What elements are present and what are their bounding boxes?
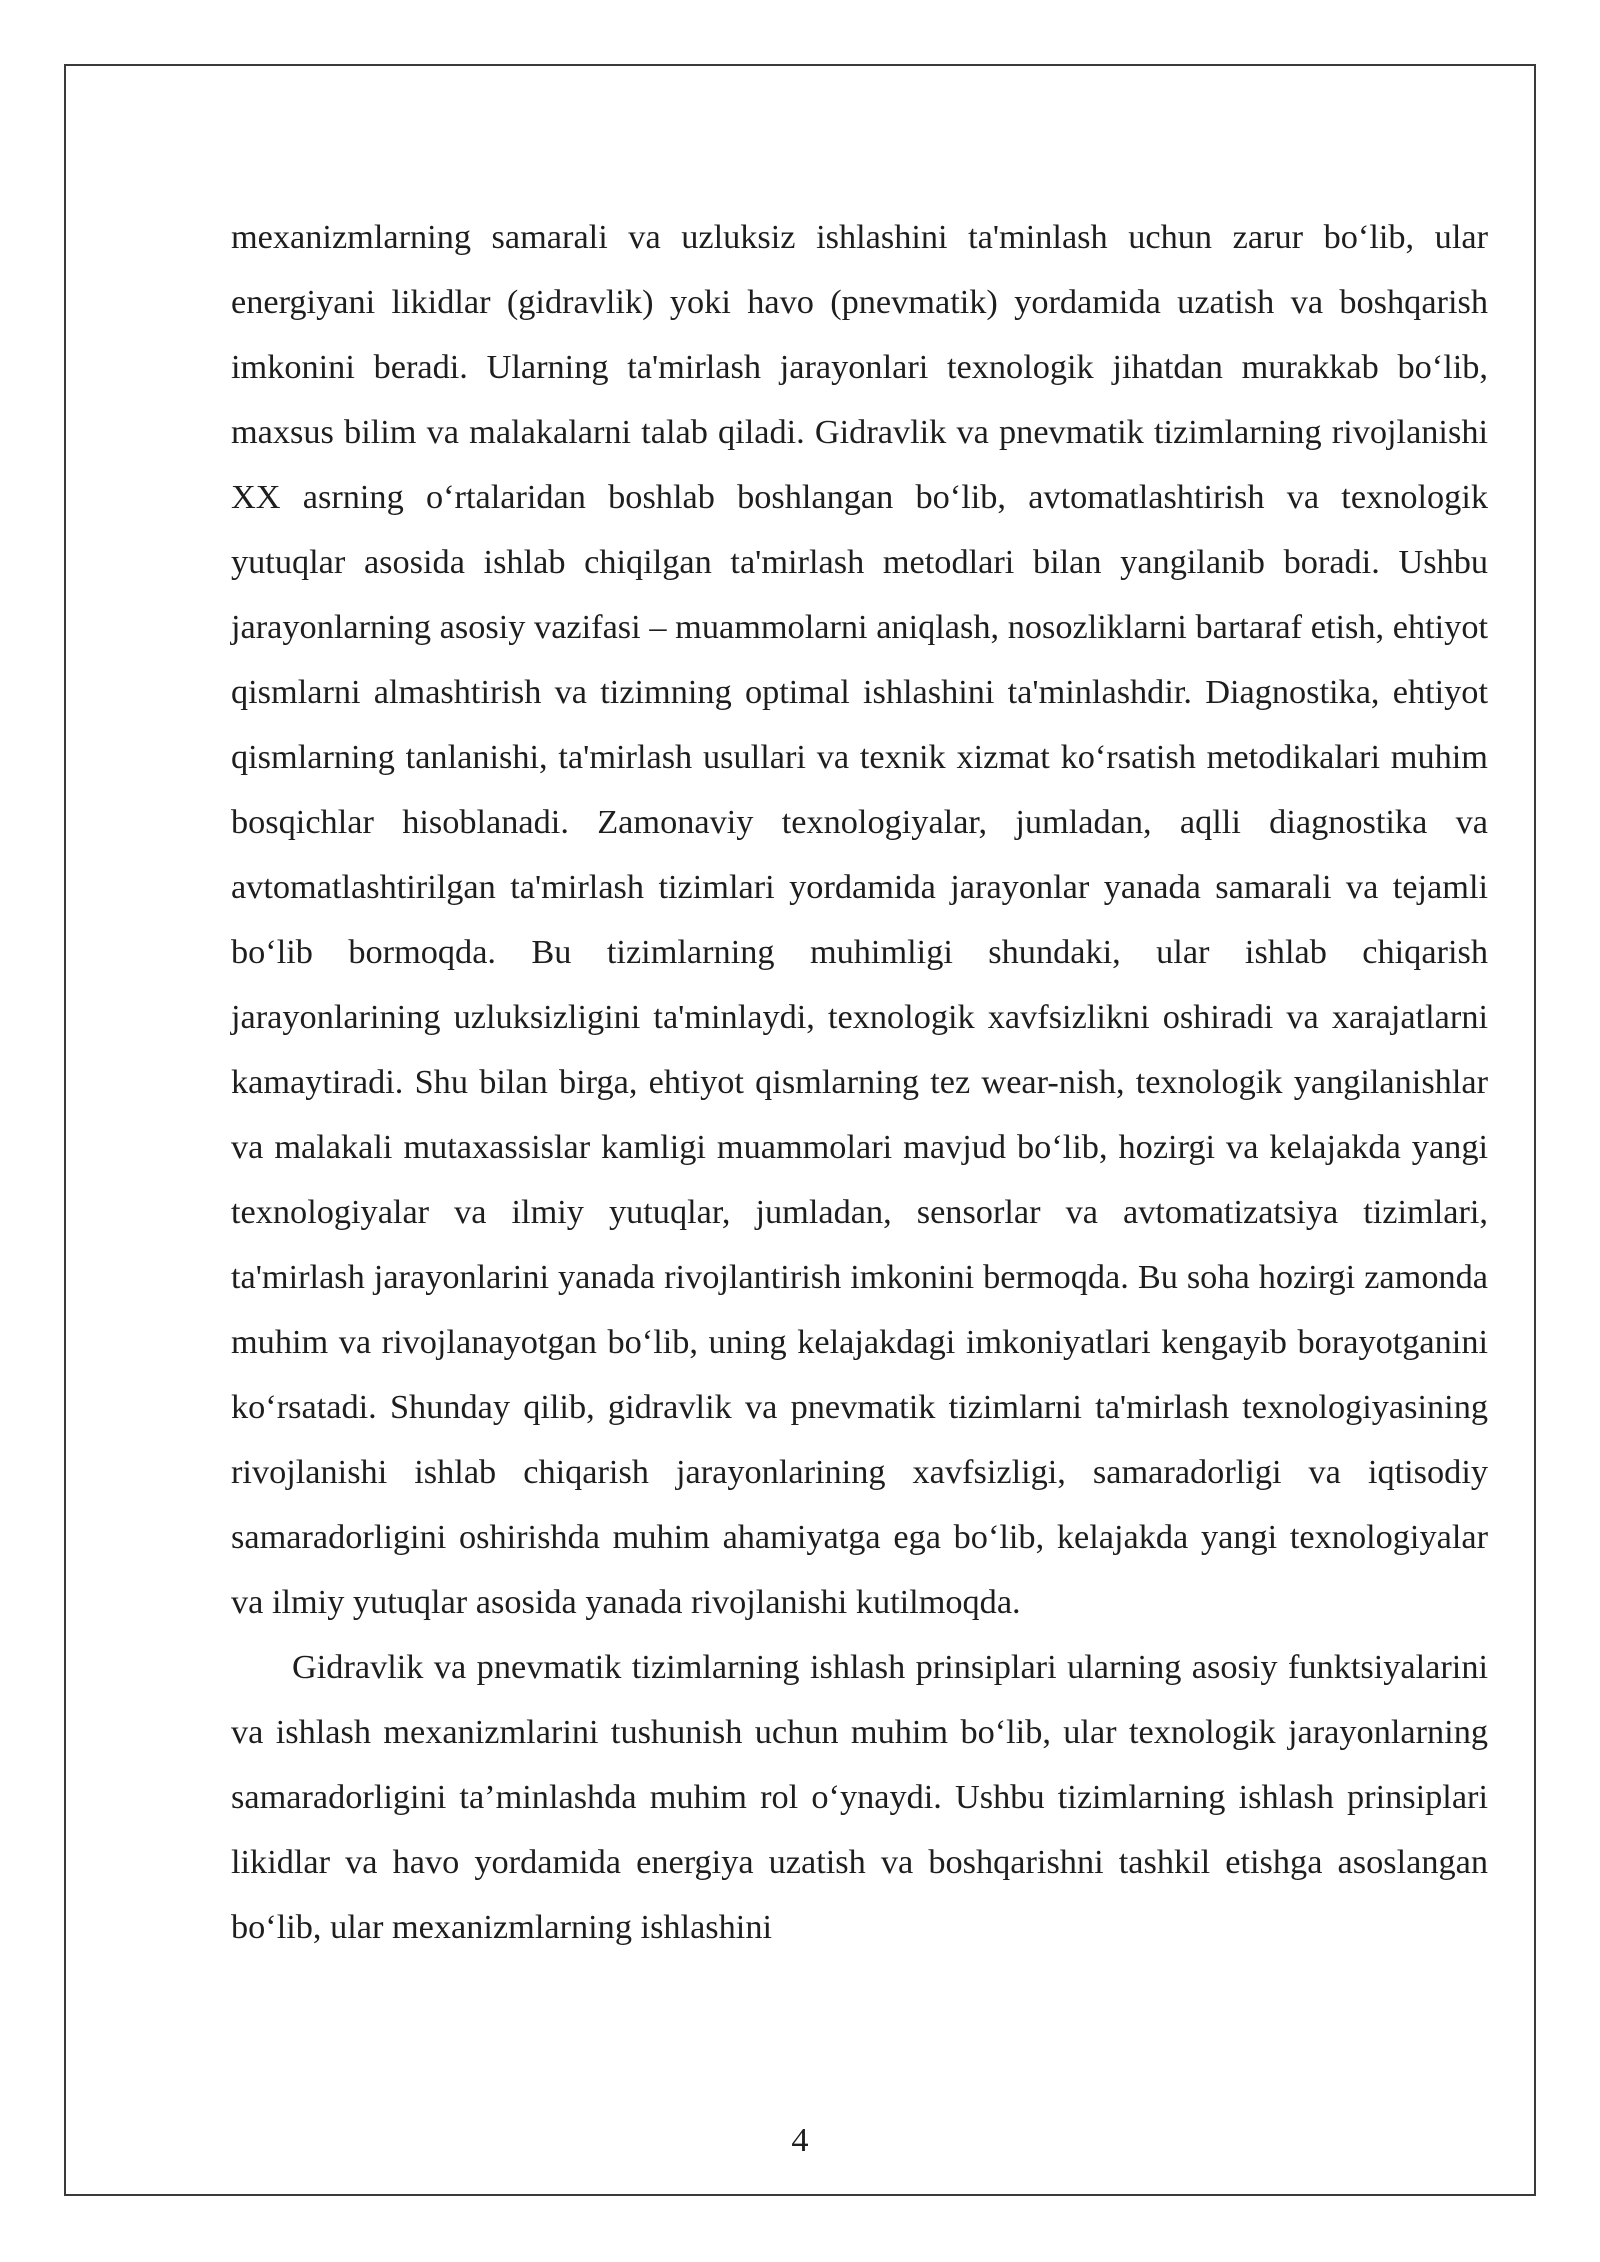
page-number: 4: [791, 2121, 809, 2159]
body-text: [231, 205, 1488, 1960]
document-page: [64, 64, 1536, 2196]
paragraph-1: mexanizmlarning samarali va uzluksiz ishlashini ta'minlash uchun zarur bo‘lib, ular energiyani likidlar (gidravlik) yoki havo (pnevmatik) yordamida uzatish va boshqarish imkonini beradi. Ularning ta'mirlash jarayonlari texnologik jihatdan murakkab bo‘lib, maxsus bilim va malakalarni talab qiladi. Gidravlik va pnevmatik tizimlarning rivojlanishi XX asrning o‘rtalaridan boshlab boshlangan bo‘lib, avtomatlashtirish va texnologik yutuqlar asosida ishlab chiqilgan ta'mirlash metodlari bilan yangilanib boradi. Ushbu jarayonlarning asosiy vazifasi – muammolarni aniqlash, nosozliklarni bartaraf etish, ehtiyot qismlarni almashtirish va tizimning optimal ishlashini ta'minlashdir. Diagnostika, ehtiyot qismlarning tanlanishi, ta'mirlash usullari va texnik xizmat ko‘rsatish metodikalari muhim bosqichlar hisoblanadi. Zamonaviy texnologiyalar, jumladan, aqlli diagnostika va avtomatlashtirilgan ta'mirlash tizimlari yordamida jarayonlar yanada samarali va tejamli bo‘lib bormoqda. Bu tizimlarning muhimligi shundaki, ular ishlab chiqarish jarayonlarining uzluksizligini ta'minlaydi, texnologik xavfsizlikni oshiradi va xarajatlarni kamaytiradi. Shu bilan birga, ehtiyot qismlarning tez wear-nish, texnologik yangilanishlar va malakali mutaxassislar kamligi muammolari mavjud bo‘lib, hozirgi va kelajakda yangi texnologiyalar va ilmiy yutuqlar, jumladan, sensorlar va avtomatizatsiya tizimlari, ta'mirlash jarayonlarini yanada rivojlantirish imkonini bermoqda. Bu soha hozirgi zamonda muhim va rivojlanayotgan bo‘lib, uning kelajakdagi imkoniyatlari kengayib borayotganini ko‘rsatadi. Shunday qilib, gidravlik va pnevmatik tizimlarni ta'mirlash texnologiyasining rivojlanishi ishlab chiqarish jarayonlarining xavfsizligi, samaradorligi va iqtisodiy samaradorligini oshirishda muhim ahamiyatga ega bo‘lib, kelajakda yangi texnologiyalar va ilmiy yutuqlar asosida yanada rivojlanishi kutilmoqda.: [231, 218, 1488, 1621]
paragraph-2: Gidravlik va pnevmatik tizimlarning ishlash prinsiplari ularning asosiy funktsiyalarini va ishlash mexanizmlarini tushunish uchun muhim bo‘lib, ular texnologik jarayonlarning samaradorligini ta’minlashda muhim rol o‘ynaydi. Ushbu tizimlarning ishlash prinsiplari likidlar va havo yordamida energiya uzatish va boshqarishni tashkil etishga asoslangan bo‘lib, ular mexanizmlarning ishlashini: [231, 1648, 1488, 1946]
